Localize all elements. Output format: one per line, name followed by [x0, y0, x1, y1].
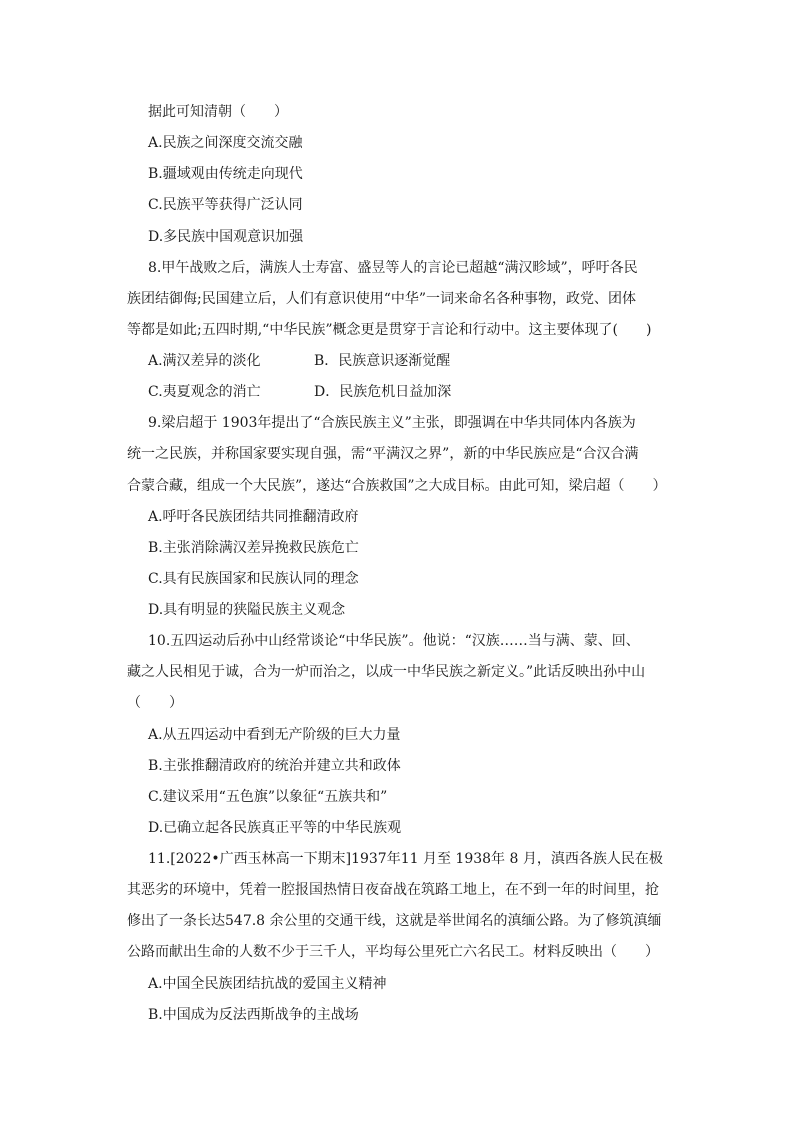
q7-option-b[interactable]: B.疆域观由传统走向现代: [148, 166, 303, 182]
q10-stem-line-1: 10.五四运动后孙中山经常谈论“中华民族”。他说：“汉族……当与满、蒙、回、: [148, 633, 640, 649]
q11-stem-line-3: 修出了一条长达547.8 余公里的交通干线，这就是举世闻名的滇缅公路。为了修筑滇缅: [127, 913, 662, 929]
q9-option-d[interactable]: D.具有明显的狭隘民族主义观念: [148, 602, 346, 618]
q10-option-b[interactable]: B.主张推翻清政府的统治并建立共和政体: [148, 758, 401, 774]
q7-option-d[interactable]: D.多民族中国观意识加强: [148, 229, 304, 245]
q9-option-a[interactable]: A.呼吁各民族团结共同推翻清政府: [148, 509, 359, 525]
q10-stem-line-3: （ ）: [127, 695, 183, 711]
q8-stem-line-3: 等都是如此;五四时期,“中华民族”概念更是贯穿于言论和行动中。这主要体现了( ): [127, 322, 652, 338]
q9-option-b[interactable]: B.主张消除满汉差异挽救民族危亡: [148, 540, 359, 556]
q10-option-c[interactable]: C.建议采用“五色旗”以象征“五族共和”: [148, 789, 388, 805]
q8-stem-line-2: 族团结御侮;民国建立后，人们有意识使用“中华”一词来命名各种事物，政党、团体: [127, 291, 637, 307]
q8-option-b[interactable]: B．民族意识逐渐觉醒: [314, 353, 451, 369]
q8-option-a[interactable]: A.满汉差异的淡化: [148, 353, 261, 369]
q10-stem-line-2: 藏之人民相见于诚，合为一炉而治之，以成一中华民族之新定义。”此话反映出孙中山: [127, 664, 646, 680]
q7-option-c[interactable]: C.民族平等获得广泛认同: [148, 197, 303, 213]
q8-option-c[interactable]: C.夷夏观念的消亡: [148, 384, 261, 400]
q7-option-a[interactable]: A.民族之间深度交流交融: [148, 135, 303, 151]
q10-option-d[interactable]: D.已确立起各民族真正平等的中华民族观: [148, 820, 402, 836]
q10-option-a[interactable]: A.从五四运动中看到无产阶级的巨大力量: [148, 727, 401, 743]
q9-option-c[interactable]: C.具有民族国家和民族认同的理念: [148, 571, 359, 587]
q11-stem-line-1: 11.[2022•广西玉林高一下期末]1937年11 月至 1938年 8 月，滇西各族人民在极: [148, 851, 663, 867]
q9-stem-line-2: 统一之民族，并称国家要实现自强，需“平满汉之界”，新的中华民族应是“合汉合满: [127, 446, 639, 462]
q8-stem-line-1: 8.甲午战败之后，满族人士寿富、盛昱等人的言论已超越“满汉畛域”，呼吁各民: [148, 260, 638, 276]
q11-option-a[interactable]: A.中国全民族团结抗战的爱国主义精神: [148, 976, 387, 992]
q9-stem-line-1: 9.梁启超于 1903年提出了“合族民族主义”主张，即强调在中华共同体内各族为: [148, 415, 636, 431]
q7-stem-end: 据此可知清朝（ ）: [148, 104, 288, 120]
q8-option-d[interactable]: D．民族危机日益加深: [314, 384, 452, 400]
q11-stem-line-4: 公路而献出生命的人数不少于三千人，平均每公里死亡六名民工。材料反映出（ ）: [127, 944, 659, 960]
q9-stem-line-3: 合蒙合藏，组成一个大民族”，遂达“合族救国”之大成目标。由此可知，梁启超（ ）: [127, 478, 667, 494]
q11-stem-line-2: 其恶劣的环境中，凭着一腔报国热情日夜奋战在筑路工地上，在不到一年的时间里，抢: [127, 882, 659, 898]
q11-option-b[interactable]: B.中国成为反法西斯战争的主战场: [148, 1007, 359, 1023]
